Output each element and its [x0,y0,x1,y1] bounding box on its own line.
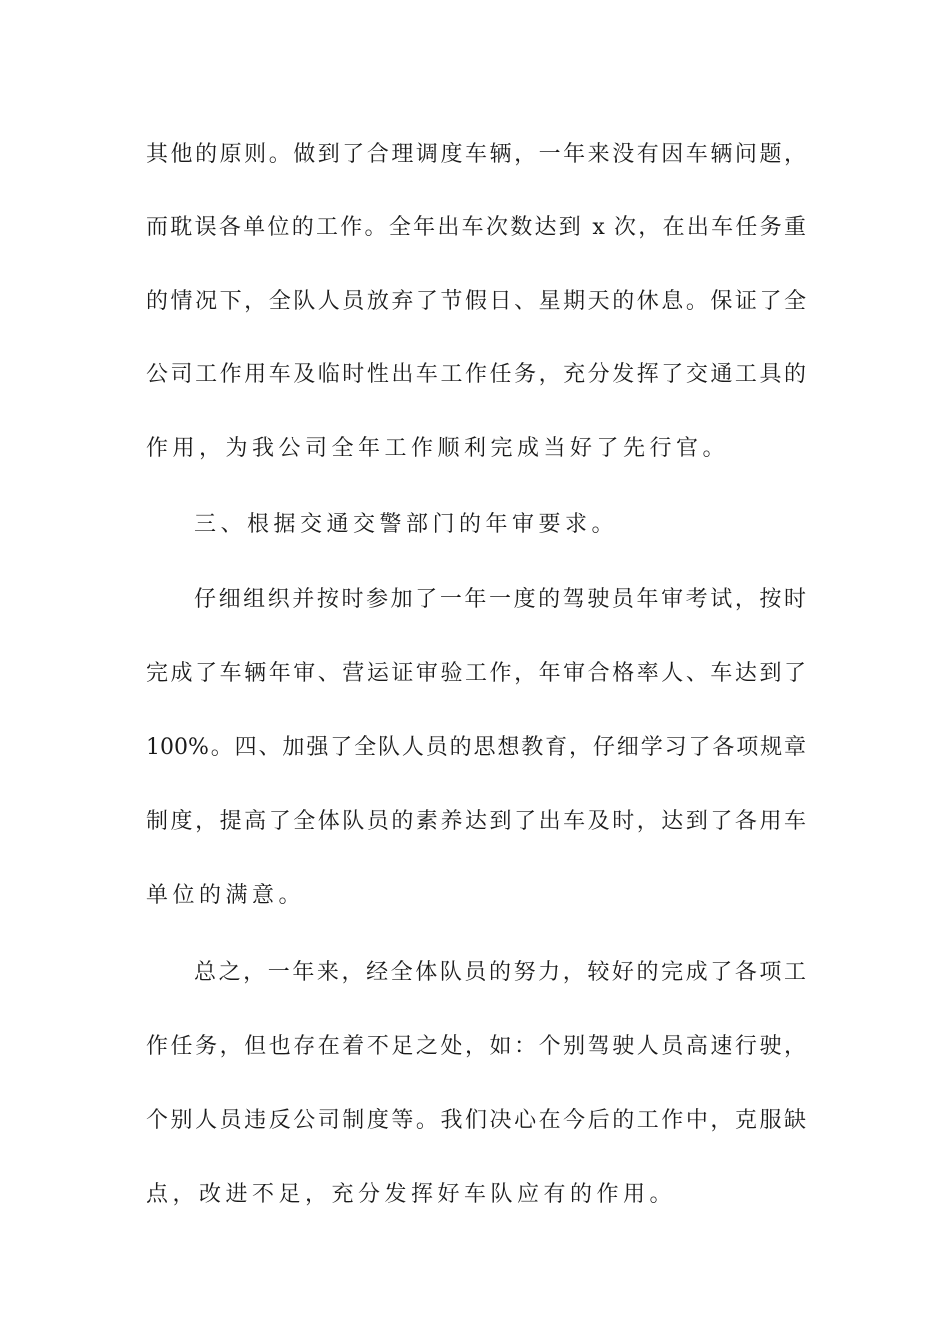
paragraph-line: 点，改进不足，充分发挥好车队应有的作用。 [146,1182,677,1207]
paragraph-line: 而耽误各单位的工作。全年出车次数达到 x 次，在出车任务重 [146,215,806,240]
paragraph-line: 制度，提高了全体队员的素养达到了出车及时，达到了各用车 [146,809,806,834]
paragraph-line: 个别人员违反公司制度等。我们决心在今后的工作中，克服缺 [146,1108,806,1133]
paragraph-line: 完成了车辆年审、营运证审验工作，年审合格率人、车达到了 [146,661,806,686]
paragraph-line: 仔细组织并按时参加了一年一度的驾驶员年审考试，按时 [194,587,806,612]
paragraph-line: 作用，为我公司全年工作顺利完成当好了先行官。 [146,436,730,461]
paragraph-line: 100%。四、加强了全队人员的思想教育，仔细学习了各项规章 [146,735,806,760]
paragraph-line: 作任务，但也存在着不足之处，如：个别驾驶人员高速行驶， [146,1034,806,1059]
paragraph-line: 其他的原则。做到了合理调度车辆，一年来没有因车辆问题， [146,142,806,167]
section-heading: 三、根据交通交警部门的年审要求。 [194,512,619,537]
paragraph-line: 总之，一年来，经全体队员的努力，较好的完成了各项工 [194,960,806,985]
paragraph-line: 的情况下，全队人员放弃了节假日、星期天的休息。保证了全 [146,289,806,314]
paragraph-line: 公司工作用车及临时性出车工作任务，充分发挥了交通工具的 [146,362,806,387]
paragraph-line: 单位的满意。 [146,883,306,908]
